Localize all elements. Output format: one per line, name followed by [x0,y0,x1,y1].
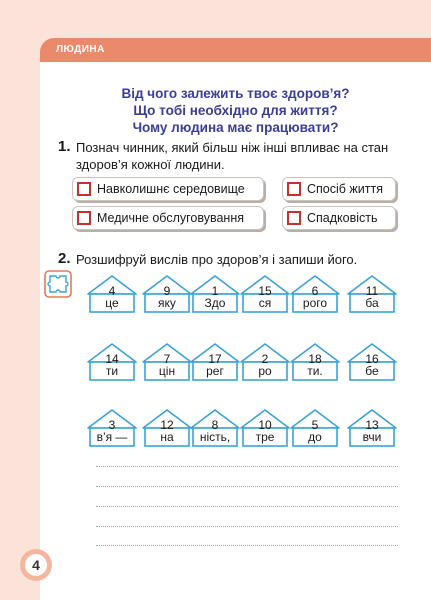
writing-line[interactable] [96,486,398,487]
house-number: 1 [211,284,219,298]
house-syllable: ся [258,296,272,310]
house-card [84,408,140,448]
page-number: 4 [25,554,47,576]
house-card [237,274,293,314]
house-syllable: в’я — [96,430,128,444]
option-label: Медичне обслуговування [97,211,244,225]
house-number: 3 [108,418,116,432]
option-label: Спосіб життя [307,182,383,196]
option-label: Навколишнє середовище [97,182,245,196]
house-card [237,342,293,382]
house-number: 10 [258,418,272,432]
title-line-1: Від чого залежить твоє здоров’я? [121,86,350,101]
house-number: 6 [311,284,319,298]
house-syllable: ба [365,296,379,310]
writing-line[interactable] [96,466,398,467]
house-card [344,342,400,382]
option-heredity[interactable] [282,206,396,230]
house-card [344,274,400,314]
option-checkbox[interactable] [287,211,301,225]
option-checkbox[interactable] [77,182,91,196]
house-card [84,274,140,314]
task1-number: 1. [58,138,71,155]
house-card [187,342,243,382]
house-number: 14 [105,352,119,366]
task2-text: Розшифруй вислів про здоров’я і запиши його. [76,252,358,267]
house-number: 4 [108,284,116,298]
option-checkbox[interactable] [287,182,301,196]
house-number: 11 [365,284,379,298]
house-number: 7 [163,352,171,366]
house-syllable: тре [255,430,275,444]
house-number: 5 [311,418,319,432]
option-environment[interactable] [72,177,264,201]
writing-line[interactable] [96,526,398,527]
house-card [287,408,343,448]
task2-number: 2. [58,250,71,267]
house-syllable: до [308,430,322,444]
option-medical[interactable] [72,206,264,230]
house-number: 9 [163,284,171,298]
house-syllable: ти [105,364,119,378]
house-card [187,274,243,314]
house-syllable: рого [302,296,328,310]
house-card [237,408,293,448]
house-number: 12 [160,418,174,432]
house-syllable: це [105,296,119,310]
house-card [344,408,400,448]
house-number: 17 [208,352,222,366]
task1-text-line2: здоров’я кожної людини. [76,157,225,172]
house-syllable: цін [158,364,176,378]
house-syllable: рег [206,364,224,378]
house-card [84,342,140,382]
title-line-2: Що тобі необхідно для життя? [133,103,338,118]
house-card [187,408,243,448]
house-syllable: ти. [307,364,323,378]
puzzle-icon [44,270,72,298]
house-card [287,342,343,382]
title-line-3: Чому людина має працювати? [132,120,339,135]
writing-line[interactable] [96,506,398,507]
writing-line[interactable] [96,545,398,546]
house-syllable: ро [258,364,272,378]
house-syllable: яку [158,296,176,310]
house-syllable: вчи [362,430,382,444]
house-syllable: ність, [199,430,231,444]
house-number: 13 [365,418,379,432]
house-number: 16 [365,352,379,366]
house-card [287,274,343,314]
option-lifestyle[interactable] [282,177,396,201]
house-number: 2 [261,352,269,366]
house-number: 8 [211,418,219,432]
section-label: ЛЮДИНА [56,44,105,55]
house-syllable: Здо [204,296,226,310]
task1-text-line1: Познач чинник, який більш ніж інші впливає на стан [76,140,389,155]
option-checkbox[interactable] [77,211,91,225]
house-number: 18 [308,352,322,366]
house-syllable: на [160,430,174,444]
house-syllable: бе [365,364,379,378]
option-label: Спадковість [307,211,378,225]
house-number: 15 [258,284,272,298]
